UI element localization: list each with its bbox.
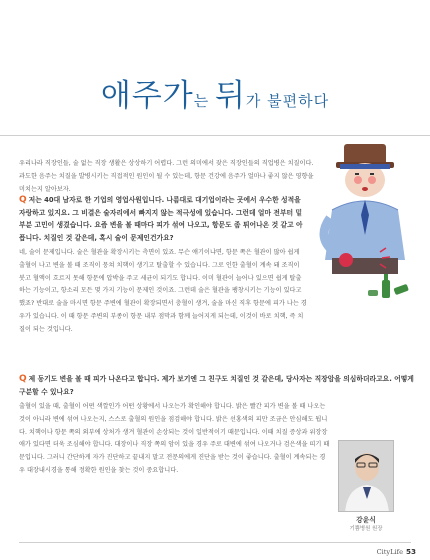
doctor-portrait	[338, 440, 394, 512]
header-divider	[0, 135, 430, 136]
title-part-4: 가 불편하다	[245, 92, 330, 110]
page-number: 53	[405, 547, 416, 556]
question-1	[19, 194, 309, 244]
title-part-1: 애주가	[100, 78, 194, 114]
question-1-text: 저는 40대 남자로 한 기업의 영업사원입니다. 나름대로 대기업이라는 곳에서 우수한 성적을 자랑하고 있지요. 그 비결은 술자리에서 빠지지 않는 적극성에 있습니다. 그런데 얼마 전부터 밑 부분 고민이 생겼습니다. 요즘 변을 볼 때마다 피가 섞여 나오고, 항문도 좀 튀어나온 것 같고 아픕니다. 치질인 것 같은데, 혹시 술이 문제인건가요?	[19, 196, 303, 242]
title-part-2: 는	[193, 92, 215, 110]
question-mark-1: Q	[19, 195, 27, 205]
article-header	[0, 0, 430, 136]
drunk-man-illustration	[310, 140, 420, 305]
answer-2: 출혈이 있을 때, 출혈이 어떤 색깔인가 어떤 상황에서 나오는가 확인해야 합니다. 밝은 빨간 피가 변을 볼 때 나오는 것이 아니라 변에 섞여 나오는지, 스스로 출혈의 원인을 점검해야 합니다. 밝은 선홍색의 피만 조금은 안심해도 됩니다. 치핵이나 항문 쪽의 외부에 상처가 생겨 혈관이 손상되는 것이 일반적이기 때문입니다. 이때 치질 증상과 위장장애가 있다면 더욱 조심해야 합니다. 대장이나 직장 쪽의 암이 있을 경우 주로 대변에 섞여 나오거나 검은색을 띠기 때문입니다. 그러니 간단하게 자가 진단하고 끝내지 말고 전문의에게 진단을 받는 것이 좋습니다. 출혈이 계속되는 경우 대장내시경을 통해 정확한 원인을 찾는 것이 중요합니다.	[19, 403, 330, 474]
doctor-photo-icon	[339, 441, 394, 512]
footer-divider	[19, 542, 411, 543]
question-2-text: 제 동기도 변을 볼 때 피가 나온다고 합니다. 제가 보기엔 그 친구도 치질인 것 같은데, 당사자는 직장암을 의심하더라고요. 어떻게 구분할 수 있나요?	[19, 375, 414, 396]
intro-paragraph: 우리나라 직장인들, 술 없는 직장 생활은 상상하기 어렵다. 그런 의미에서 잦은 직장인들의 직업병은 치질이다. 과도한 음주는 치질을 발병시키는 직접적인 원인이 될 수 있는데, 항문 건강에 음주가 얼마나 좋지 않은 영향을 미치는지 알아보자.	[19, 160, 314, 193]
question-2	[19, 373, 414, 398]
illustration-drunk-man	[310, 140, 420, 305]
article-title	[0, 70, 430, 115]
magazine-name: CityLife	[376, 548, 403, 556]
doctor-role: 기쁨병원 원장	[349, 526, 383, 532]
title-part-3: 뒤	[214, 78, 246, 114]
answer-1: 네, 술이 문제입니다. 술은 혈관을 확장시키는 측면이 있죠. 무슨 얘기이냐면, 항문 쪽은 혈관이 많아 쉽게 출혈이 나고 변을 볼 때 조직이 뭉쳐 치핵이 생기고 탈출할 수 있습니다. 그로 인한 출혈이 계속 돼 조직이 붓고 혈액이 흐르지 못해 항문에 압박을 주고 세균이 되기도 합니다. 이미 혈관이 늘어나 있으면 쉽게 탈출하는 기능이고, 항소리 모든 몇 가지 기능이 문제인 것이죠. 그런데 술은 혈관을 팽창시키는 기능이 있다고 했죠? 반대로 술을 마시면 항문 주변에 혈관이 확장되면서 충혈이 생겨, 술을 마신 직후 항문에 피가 나는 경우가 있습니다. 이 때 항문 주변의 부종이 항문 내부 점막과 함께 늘어지게 되는데, 이것이 바로 치핵, 즉 치질이 되는 것입니다.	[19, 249, 307, 333]
page-footer	[377, 547, 416, 556]
question-mark-2: Q	[19, 374, 27, 384]
doctor-name: 강윤식	[356, 516, 376, 524]
